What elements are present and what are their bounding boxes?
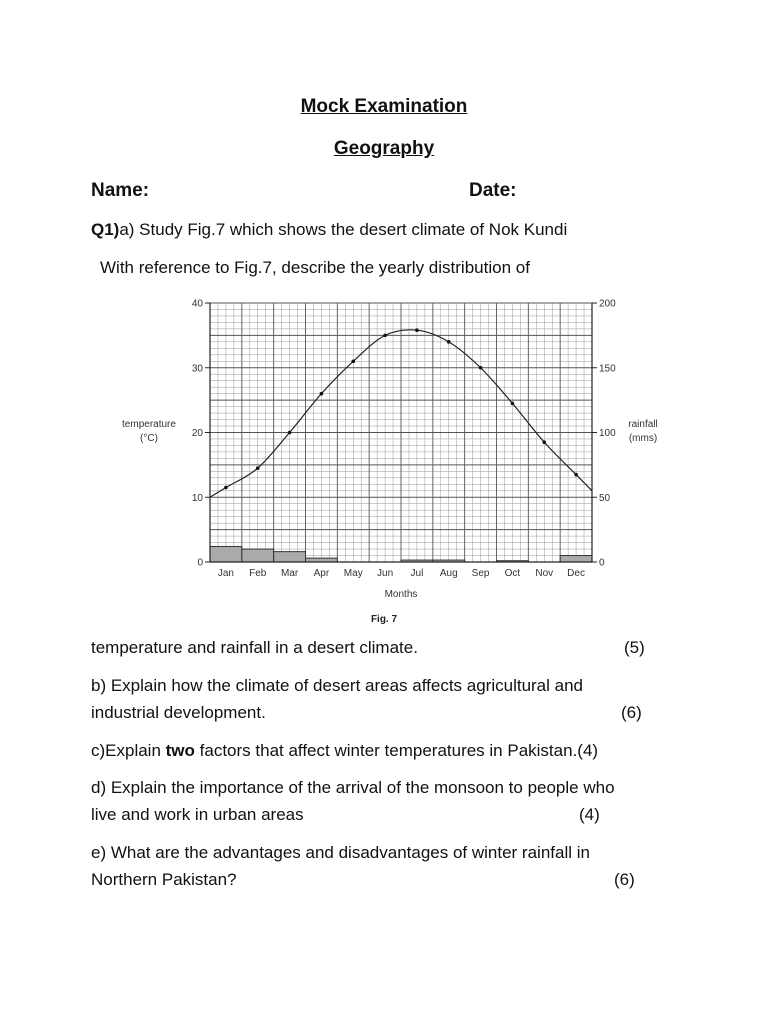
question-e-marks: (6) xyxy=(614,870,635,889)
question-c-prefix: c)Explain xyxy=(91,741,166,760)
right-axis-ticks xyxy=(592,299,616,569)
temperature-point-dec xyxy=(574,473,578,477)
month-label-feb: Feb xyxy=(249,568,267,579)
temperature-point-aug xyxy=(447,340,451,344)
right-tick-label: 0 xyxy=(599,557,605,569)
question-b-line1: b) Explain how the climate of desert areas affects agricultural and xyxy=(91,676,584,695)
right-tick-label: 50 xyxy=(599,492,611,504)
question-b-marks: (6) xyxy=(621,703,642,722)
month-label-oct: Oct xyxy=(504,568,521,579)
temperature-point-jul xyxy=(415,328,419,332)
right-tick-label: 200 xyxy=(599,298,616,310)
month-label-mar: Mar xyxy=(280,568,299,579)
climate-chart xyxy=(100,290,680,630)
subject-title: Geography xyxy=(333,138,435,159)
question-d-line1: d) Explain the importance of the arrival of the monsoon to people who xyxy=(91,778,615,797)
question-c-bold: two xyxy=(165,741,195,760)
y-right-label-line2: (mms) xyxy=(628,433,658,444)
rainfall-bar-jan xyxy=(210,546,242,562)
date-label: Date: xyxy=(469,180,517,201)
left-tick-label: 30 xyxy=(191,363,203,375)
temperature-point-sep xyxy=(479,366,483,370)
question-e-line2: Northern Pakistan? xyxy=(91,870,237,889)
temperature-point-jan xyxy=(224,486,228,490)
temperature-point-mar xyxy=(288,431,292,435)
y-left-label-line1: temperature xyxy=(122,419,176,430)
left-tick-label: 20 xyxy=(191,428,203,439)
question-d-line2: live and work in urban areas xyxy=(91,805,304,824)
month-label-may: May xyxy=(343,568,363,579)
left-axis-ticks xyxy=(192,299,210,569)
month-label-jun: Jun xyxy=(377,568,394,579)
temperature-point-may xyxy=(351,359,355,363)
x-axis-label: Months xyxy=(384,589,418,600)
left-tick-label: 10 xyxy=(191,492,203,504)
question-a-text: a) Study Fig.7 which shows the desert climate of Nok Kundi xyxy=(119,220,568,239)
month-label-apr: Apr xyxy=(313,568,330,579)
question-number: Q1) xyxy=(91,220,120,239)
month-label-aug: Aug xyxy=(439,568,458,579)
question-e-line1: e) What are the advantages and disadvantages of winter rainfall in xyxy=(91,843,590,862)
rainfall-bar-dec xyxy=(560,556,592,562)
question-a-line3: temperature and rainfall in a desert climate. xyxy=(91,638,418,657)
question-b-line2: industrial development. xyxy=(91,703,266,722)
month-label-nov: Nov xyxy=(535,568,554,579)
question-c-line xyxy=(91,741,598,761)
question-a-line2: With reference to Fig.7, describe the yearly distribution of xyxy=(100,258,530,277)
name-label: Name: xyxy=(91,180,150,201)
left-tick-label: 40 xyxy=(191,298,203,310)
month-label-jul: Jul xyxy=(410,568,424,579)
temperature-point-oct xyxy=(511,402,515,406)
question-a-marks: (5) xyxy=(624,638,645,657)
right-tick-label: 100 xyxy=(599,428,616,439)
y-left-label-line2: (°C) xyxy=(140,433,158,444)
temperature-point-feb xyxy=(256,466,260,470)
rainfall-bar-mar xyxy=(274,552,306,562)
figure-caption: Fig. 7 xyxy=(370,614,398,625)
right-tick-label: 150 xyxy=(599,363,616,375)
month-label-jan: Jan xyxy=(217,568,234,579)
exam-title: Mock Examination xyxy=(300,96,468,117)
month-label-sep: Sep xyxy=(471,568,490,579)
question-a-line1 xyxy=(91,220,567,240)
month-labels xyxy=(218,568,585,579)
question-c-suffix: factors that affect winter temperatures in Pakistan.(4) xyxy=(194,741,599,760)
temperature-point-jun xyxy=(383,334,387,338)
month-label-dec: Dec xyxy=(567,568,585,579)
question-d-marks: (4) xyxy=(579,805,600,824)
left-tick-label: 0 xyxy=(197,557,203,569)
rainfall-bar-feb xyxy=(242,549,274,562)
y-right-label-line1: rainfall xyxy=(628,419,658,430)
temperature-point-nov xyxy=(542,440,546,444)
temperature-point-apr xyxy=(320,392,324,396)
